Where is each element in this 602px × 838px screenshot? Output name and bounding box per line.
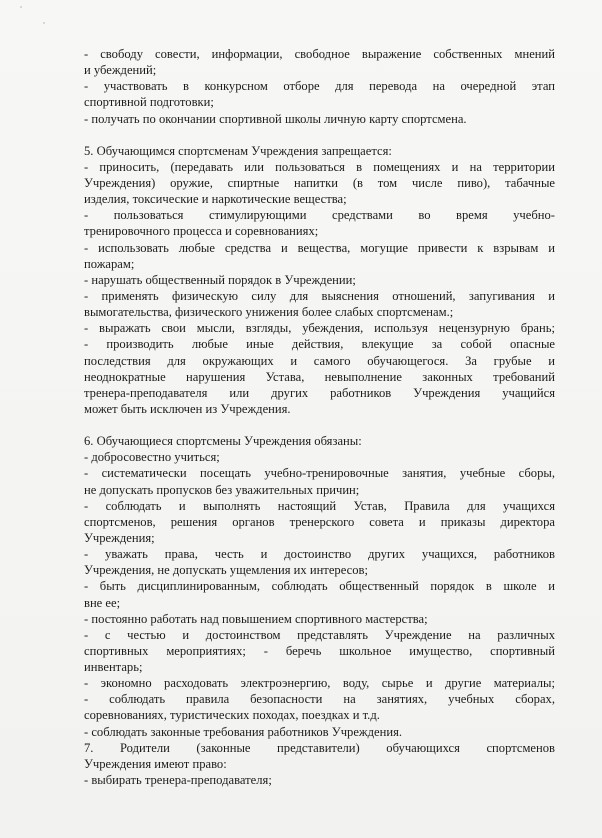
text-line: 5. Обучающимся спортсменам Учреждения запрещается: [84, 143, 392, 158]
text-line: 7. Родители (законные представители) обучающихся спортсменов [84, 740, 555, 755]
text-line: Учреждения имеют право: [84, 756, 227, 771]
text-line: пожарам; [84, 256, 135, 271]
text-line: - использовать любые средства и вещества, могущие привести к взрывам и [84, 240, 555, 255]
text-line: вне ее; [84, 595, 121, 610]
text-line: спортивных мероприятиях; - беречь школьное имущество, спортивный [84, 643, 555, 658]
text-line: последствия для окружающих и самого обучающегося. За грубые и [84, 353, 555, 368]
text-line: Учреждения, не допускать ущемления их интересов; [84, 563, 368, 578]
text-line: и убеждений; [84, 63, 157, 78]
text-line: - пользоваться стимулирующими средствами во время учебно- [84, 208, 555, 223]
text-line: - применять физическую силу для выяснения отношений, запугивания и [84, 288, 555, 303]
text-line: - уважать права, честь и достоинство других учащихся, работников [84, 547, 555, 562]
document-body [84, 46, 555, 788]
text-line: - участвовать в конкурсном отборе для перевода на очередной этап [84, 79, 555, 94]
text-line: - постоянно работать над повышением спортивного мастерства; [84, 611, 428, 626]
text-line: тренера-преподавателя или других работников Учреждения учащийся [84, 385, 555, 400]
text-line: - с честью и достоинством представлять Учреждение на различных [84, 627, 555, 642]
text-line: - выражать свои мысли, взгляды, убеждения, используя нецензурную брань; [84, 321, 555, 336]
text-line: инвентарь; [84, 660, 143, 675]
text-line: вымогательства, физического унижения более слабых спортсменам.; [84, 305, 454, 320]
text-line: Учреждения) оружие, спиртные напитки (в том числе пиво), табачные [84, 175, 555, 190]
scan-speck [43, 22, 45, 24]
text-line: - нарушать общественный порядок в Учреждении; [84, 272, 356, 287]
text-line: - выбирать тренера-преподавателя; [84, 773, 272, 788]
text-line: 6. Обучающиеся спортсмены Учреждения обязаны: [84, 434, 362, 449]
paragraph-gap [84, 417, 555, 433]
text-line: не допускать пропусков без уважительных причин; [84, 482, 360, 497]
text-line: - экономно расходовать электроэнергию, воду, сырье и другие материалы; [84, 676, 555, 691]
text-line: может быть исключен из Учреждения. [84, 401, 291, 416]
text-line: - соблюдать правила безопасности на занятиях, учебных сборах, [84, 692, 555, 707]
text-line: - свободу совести, информации, свободное выражение собственных мнений [84, 47, 555, 61]
text-line: - быть дисциплинированным, соблюдать общественный порядок в школе и [84, 579, 555, 594]
text-line: изделия, токсические и наркотические вещества; [84, 192, 347, 207]
text-line: соревнованиях, туристических походах, поездках и т.д. [84, 708, 380, 723]
text-line: - систематически посещать учебно-тренировочные занятия, учебные сборы, [84, 466, 555, 481]
text-line: спортсменов, решения органов тренерского совета и приказы директора [84, 514, 555, 529]
text-line: - приносить, (передавать или пользоваться в помещениях и на территории [84, 159, 555, 174]
scan-speck [20, 6, 22, 8]
text-line: неоднократные нарушения Устава, невыполнение законных требований [84, 369, 555, 384]
text-line: тренировочного процесса и соревнованиях; [84, 224, 319, 239]
text-line: - соблюдать и выполнять настоящий Устав, Правила для учащихся [84, 498, 555, 513]
text-line: Учреждения; [84, 530, 155, 545]
text-line: - добросовестно учиться; [84, 450, 220, 465]
text-line: - соблюдать законные требования работников Учреждения. [84, 724, 403, 739]
text-line: - получать по окончании спортивной школы личную карту спортсмена. [84, 111, 467, 126]
paragraph-gap [84, 127, 555, 143]
text-line: - производить любые иные действия, влекущие за собой опасные [84, 337, 555, 352]
text-line: спортивной подготовки; [84, 95, 214, 110]
